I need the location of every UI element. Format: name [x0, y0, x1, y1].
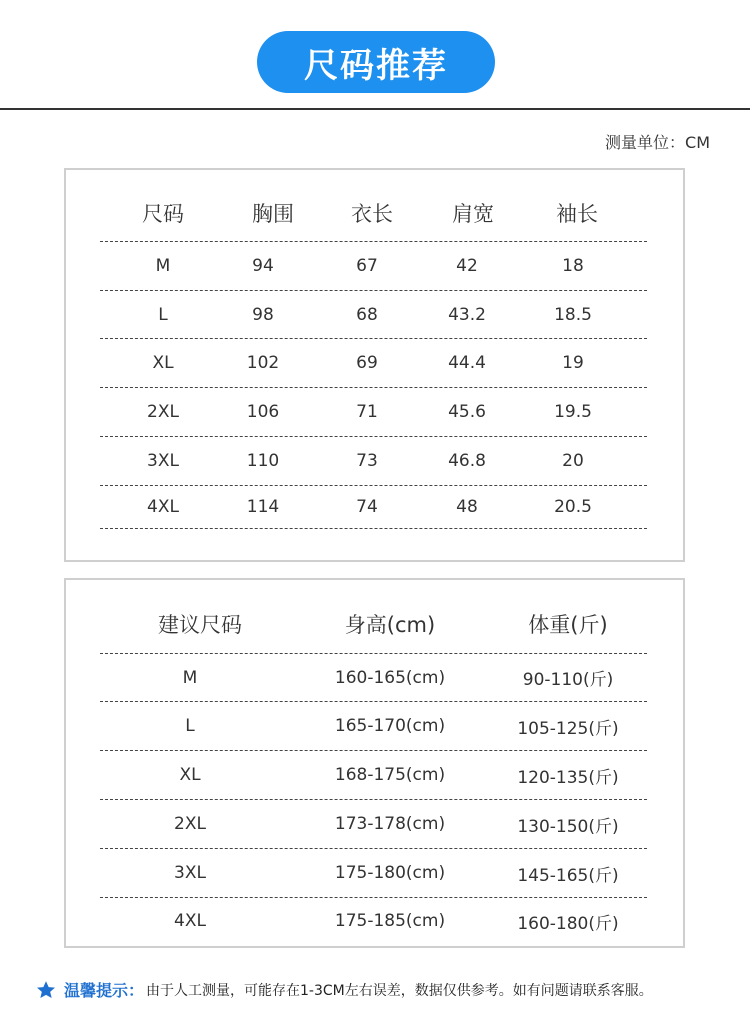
table-row	[100, 654, 647, 702]
header-chest: 胸围	[252, 201, 294, 226]
height-cell: 168-175(cm)	[334, 765, 446, 785]
tip-heading: 温馨提示：	[64, 981, 145, 1000]
shoulder-cell: 46.8	[448, 451, 486, 471]
star-icon	[36, 980, 56, 1000]
weight-cell: 160-180(斤)	[517, 913, 619, 934]
sleeve-cell: 18.5	[554, 304, 592, 325]
tip-note	[36, 978, 726, 1001]
page-title: 尺码推荐	[257, 31, 495, 93]
height-cell: 175-185(cm)	[334, 911, 446, 931]
size-cell: M	[182, 667, 198, 688]
table-row	[100, 339, 647, 388]
table-row	[100, 437, 647, 486]
size-cell: L	[158, 304, 168, 325]
length-cell: 67	[356, 256, 378, 276]
chest-cell: 114	[246, 497, 280, 517]
table-row	[100, 388, 647, 437]
header-sleeve: 袖长	[556, 201, 598, 226]
sleeve-cell: 18	[562, 256, 584, 276]
height-cell: 165-170(cm)	[334, 716, 446, 736]
size-cell: 3XL	[174, 863, 206, 883]
height-cell: 173-178(cm)	[334, 814, 446, 834]
weight-cell: 90-110(斤)	[522, 670, 614, 690]
table-row	[100, 242, 647, 291]
weight-cell: 130-150(斤)	[517, 816, 619, 837]
table-row	[100, 800, 647, 849]
size-cell: XL	[152, 353, 174, 373]
length-cell: 74	[356, 497, 378, 517]
weight-cell: 145-165(斤)	[517, 865, 619, 886]
size-cell: L	[185, 716, 195, 736]
weight-cell: 105-125(斤)	[517, 718, 619, 739]
shoulder-cell: 45.6	[448, 402, 486, 422]
size-cell: M	[155, 256, 171, 276]
unit-label: 测量单位：CM	[605, 133, 710, 152]
table-row	[100, 898, 647, 944]
sleeve-cell: 19	[562, 353, 584, 373]
length-cell: 71	[356, 402, 378, 422]
table-row	[100, 751, 647, 800]
chest-cell: 98	[252, 304, 274, 325]
table-row	[100, 849, 647, 898]
size-cell: 3XL	[147, 451, 179, 471]
table-header-row	[100, 594, 647, 654]
height-cell: 160-165(cm)	[334, 667, 446, 688]
chest-cell: 94	[252, 256, 274, 276]
shoulder-cell: 48	[456, 497, 478, 517]
height-cell: 175-180(cm)	[334, 863, 446, 883]
header-size: 尺码	[142, 201, 184, 226]
size-cell: 4XL	[147, 497, 179, 517]
table-header-row	[100, 184, 647, 242]
header-recommended-size: 建议尺码	[158, 612, 242, 637]
size-cell: 2XL	[174, 814, 206, 834]
header-divider	[0, 108, 750, 110]
size-recommendation-table	[64, 578, 685, 948]
header-height: 身高(cm)	[344, 612, 436, 637]
header-shoulder: 肩宽	[452, 201, 494, 226]
tip-text: 由于人工测量，可能存在1-3CM左右误差，数据仅供参考。如有问题请联系客服。	[146, 982, 653, 999]
weight-cell: 120-135(斤)	[517, 767, 619, 788]
sleeve-cell: 20	[562, 451, 584, 471]
shoulder-cell: 44.4	[448, 353, 486, 373]
sleeve-cell: 19.5	[554, 402, 592, 422]
size-cell: XL	[179, 765, 201, 785]
sleeve-cell: 20.5	[554, 497, 592, 517]
chest-cell: 102	[246, 353, 280, 373]
size-measurement-table	[64, 168, 685, 562]
chest-cell: 110	[246, 451, 280, 471]
header-length: 衣长	[351, 201, 393, 226]
table-row	[100, 486, 647, 529]
length-cell: 73	[356, 451, 378, 471]
size-cell: 2XL	[147, 402, 179, 422]
table-row	[100, 702, 647, 751]
shoulder-cell: 43.2	[448, 304, 486, 325]
size-cell: 4XL	[174, 911, 206, 931]
length-cell: 69	[356, 353, 378, 373]
shoulder-cell: 42	[456, 256, 478, 276]
table-row	[100, 291, 647, 339]
header-weight: 体重(斤)	[528, 612, 608, 637]
chest-cell: 106	[246, 402, 280, 422]
length-cell: 68	[356, 304, 378, 325]
